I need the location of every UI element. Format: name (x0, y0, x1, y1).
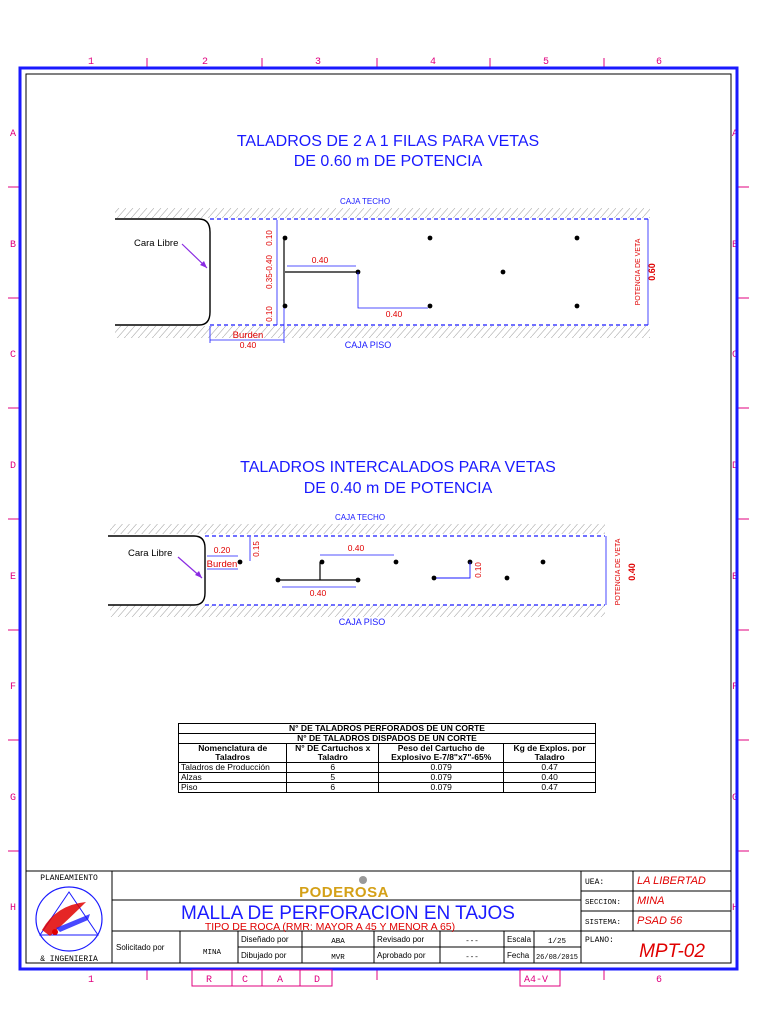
company-name: PODEROSA (299, 884, 389, 901)
table-title-2: N° DE TALADROS DISPADOS DE UN CORTE (179, 734, 596, 744)
section1-title-line2: DE 0.60 m DE POTENCIA (293, 153, 483, 170)
table-header-nomenclatura: Nomenclatura de Taladros (179, 744, 287, 763)
col-label-6: 6 (656, 57, 663, 68)
col-label-1: 1 (88, 57, 95, 68)
row-label-e-right: E (732, 572, 739, 583)
strip-d: D (314, 975, 321, 986)
section1-hatch-top (115, 208, 650, 218)
table-cell: Alzas (179, 773, 287, 783)
section2-hole-7 (432, 576, 437, 581)
table-cell: Piso (179, 783, 287, 793)
section1-hole-8 (575, 304, 580, 309)
row-label-b: B (10, 240, 17, 251)
section1-burden-value: 0.40 (239, 340, 257, 350)
solicitado-value: MINA (202, 949, 222, 957)
section2-hole-4 (276, 578, 281, 583)
subtitle: TIPO DE ROCA (RMR: MAYOR A 45 Y MENOR A 65) (204, 921, 456, 933)
sistema-label: SISTEMA: (585, 919, 622, 927)
section1-dim-upper: 0.40 (311, 255, 329, 265)
section1-caja-techo: CAJA TECHO (339, 197, 391, 206)
section1-hole-4 (428, 236, 433, 241)
table-cell: 0.079 (379, 783, 504, 793)
row-label-g: G (10, 793, 17, 804)
col-label-2: 2 (202, 57, 209, 68)
dibujado-label: Dibujado por (241, 951, 287, 960)
plano-value: MPT-02 (639, 941, 705, 962)
section1-vert-010-bottom: 0.10 (265, 306, 274, 322)
table-header-kg: Kg de Explos. por Taladro (504, 744, 596, 763)
revisado-value: --- (465, 938, 479, 946)
disenado-label: Diseñado por (241, 935, 289, 944)
seccion-label: SECCION: (585, 899, 622, 907)
table-cell: 0.47 (504, 763, 596, 773)
section1-hole-1 (283, 236, 288, 241)
section2-cara-libre: Cara Libre (128, 548, 173, 559)
section2-dim-015: 0.15 (252, 541, 261, 557)
ingenieria-label: & INGENIERIA (40, 955, 98, 964)
table-row (179, 763, 596, 773)
col-label-4: 4 (430, 57, 437, 68)
section1-hole-5 (428, 304, 433, 309)
section2-caja-piso: CAJA PISO (338, 617, 386, 627)
seccion-value: MINA (637, 895, 665, 907)
section1-potencia-value: 0.60 (647, 263, 657, 281)
section2-hole-8 (505, 576, 510, 581)
row-label-d: D (10, 461, 17, 472)
solicitado-label: Solicitado por (116, 943, 165, 952)
row-label-a-right: A (732, 129, 739, 140)
section-1 (115, 133, 657, 350)
escala-label: Escala (507, 935, 532, 944)
section-2 (108, 459, 637, 627)
plano-label: PLANO: (585, 936, 614, 945)
uea-label: UEA: (585, 878, 605, 887)
sistema-value: PSAD 56 (637, 915, 683, 927)
section2-hole-1 (238, 560, 243, 565)
table-header-peso: Peso del Cartucho de Explosivo E-7/8"x7"-65% (379, 744, 504, 763)
row-label-b-right: B (732, 240, 739, 251)
section2-hole-9 (541, 560, 546, 565)
col-label-6-bottom: 6 (656, 975, 663, 986)
section1-hatch-bottom (115, 326, 650, 338)
section1-hole-7 (575, 236, 580, 241)
section1-potencia-label: POTENCIA DE VETA (635, 238, 642, 306)
section2-010-connector (434, 562, 470, 578)
table-row (179, 783, 596, 793)
table-cell: 0.40 (504, 773, 596, 783)
section2-dim-upper: 0.40 (347, 543, 365, 553)
strip-c: C (242, 975, 249, 986)
col-label-5: 5 (543, 57, 550, 68)
explosive-table (178, 723, 596, 793)
section1-burden: Burden (232, 330, 264, 341)
section2-potencia-value: 0.40 (627, 563, 637, 581)
row-label-c: C (10, 350, 17, 361)
table-cell: 5 (287, 773, 379, 783)
table-cell: 6 (287, 763, 379, 773)
table-row (179, 773, 596, 783)
section1-hole-2 (283, 304, 288, 309)
main-title: MALLA DE PERFORACION EN TAJOS (181, 903, 515, 924)
row-label-a: A (10, 129, 17, 140)
fecha-value: 26/08/2015 (535, 954, 579, 962)
table-title-1: N° DE TALADROS PERFORADOS DE UN CORTE (179, 724, 596, 734)
aprobado-value: --- (465, 954, 479, 962)
row-label-h: H (10, 903, 17, 914)
section2-dim-020: 0.20 (213, 545, 231, 555)
row-label-g-right: G (732, 793, 739, 804)
section2-hole-3 (394, 560, 399, 565)
section2-burden: Burden (206, 559, 238, 570)
section1-vert-010-top: 0.10 (265, 230, 274, 246)
section1-title-line1: TALADROS DE 2 A 1 FILAS PARA VETAS (236, 133, 540, 150)
disenado-value: ABA (331, 938, 345, 946)
table-cell: 0.47 (504, 783, 596, 793)
col-label-1-bottom: 1 (88, 975, 95, 986)
strip-sheet: A4-V (524, 975, 549, 986)
table-cell: 0.079 (379, 773, 504, 783)
strip-r: R (206, 975, 213, 986)
section2-potencia-label: POTENCIA DE VETA (615, 538, 622, 606)
section1-lower-dim (358, 272, 428, 308)
uea-value: LA LIBERTAD (637, 875, 706, 887)
col-label-3: 3 (315, 57, 322, 68)
row-label-f: F (10, 682, 17, 693)
escala-value: 1/25 (547, 938, 567, 946)
strip-a: A (277, 975, 284, 986)
section1-vert-035-040: 0.35-0.40 (265, 255, 274, 289)
row-label-f-right: F (732, 682, 739, 693)
section1-hole-6 (501, 270, 506, 275)
row-label-d-right: D (732, 461, 739, 472)
dibujado-value: MVR (331, 954, 345, 962)
section1-rock-face (115, 219, 210, 325)
poderosa-emblem-icon (359, 876, 367, 884)
section2-caja-techo: CAJA TECHO (334, 513, 386, 522)
planeamiento-label: PLANEAMIENTO (40, 874, 98, 883)
section2-hole-5 (356, 578, 361, 583)
section2-rock-face (108, 536, 205, 605)
section1-cara-libre: Cara Libre (134, 238, 179, 249)
section1-caja-piso: CAJA PISO (344, 340, 392, 350)
table-header-cartuchos: N° DE Cartuchos x Taladro (287, 744, 379, 763)
section2-title-line1: TALADROS INTERCALADOS PARA VETAS (240, 459, 556, 476)
section1-dim-lower: 0.40 (385, 309, 403, 319)
section2-hatch-bottom (110, 605, 605, 617)
fecha-label: Fecha (507, 951, 530, 960)
row-label-c-right: C (732, 350, 739, 361)
revisado-label: Revisado por (377, 935, 425, 944)
table-cell: 6 (287, 783, 379, 793)
section2-title-line2: DE 0.40 m DE POTENCIA (303, 480, 493, 497)
section2-dim-010: 0.10 (474, 562, 483, 578)
section2-hatch-top (110, 524, 605, 534)
section2-dim-lower: 0.40 (309, 588, 327, 598)
table-cell: 0.079 (379, 763, 504, 773)
row-label-h-right: H (732, 903, 739, 914)
company-logo (36, 887, 102, 951)
aprobado-label: Aprobado por (377, 951, 426, 960)
table-cell: Taladros de Producción (179, 763, 287, 773)
row-label-e: E (10, 572, 17, 583)
